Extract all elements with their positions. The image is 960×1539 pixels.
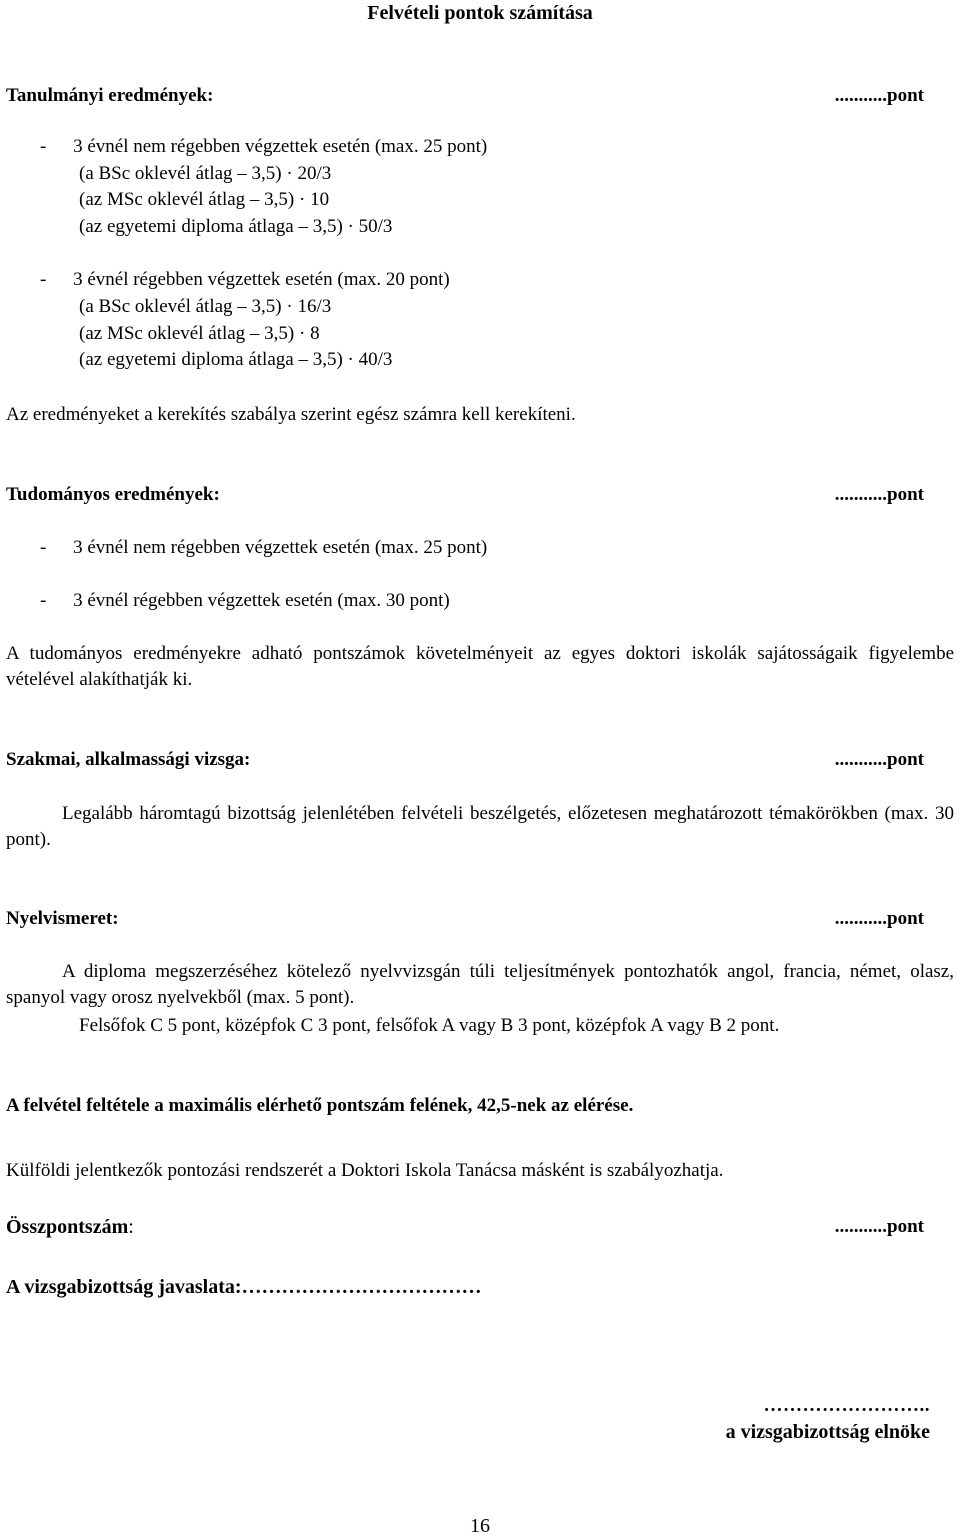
foreign-applicants-note: Külföldi jelentkezők pontozási rendszerét a Doktori Iskola Tanácsa másként is szabályozhatja. bbox=[6, 1160, 724, 1181]
page-number: 16 bbox=[470, 1515, 490, 1537]
total-score-points: ...........pont bbox=[834, 1216, 924, 1237]
professional-exam-heading: Szakmai, alkalmassági vizsga: bbox=[6, 749, 251, 770]
multiply-dot-icon: · bbox=[299, 323, 306, 344]
professional-exam-text: Legalább háromtagú bizottság jelenlétében felvételi beszélgetés, előzetesen meghatározott témakörökben (max. 30 pont). bbox=[6, 803, 954, 850]
scientific-results-heading: Tudományos eredmények: bbox=[6, 484, 220, 505]
formula-line: (az egyetemi diploma átlaga – 3,5) · 50/3 bbox=[79, 216, 393, 237]
committee-proposal: A vizsgabizottság javaslata:……………………………… bbox=[6, 1276, 482, 1298]
formula-line: (az MSc oklevél átlag – 3,5) · 10 bbox=[79, 189, 330, 210]
page-title: Felvételi pontok számítása bbox=[367, 2, 593, 24]
admission-condition: A felvétel feltétele a maximális elérhető pontszám felének, 42,5-nek az elérése. bbox=[6, 1095, 634, 1116]
formula-line: (a BSc oklevél átlag – 3,5) · 16/3 bbox=[79, 296, 332, 317]
professional-exam-points: ...........pont bbox=[834, 749, 924, 770]
academic-results-heading: Tanulmányi eredmények: bbox=[6, 85, 214, 106]
scientific-note: A tudományos eredményekre adható pontszámok követelményeit az egyes doktori iskolák sajátosságaik figyelembe vételével alakíthatják ki. bbox=[6, 643, 954, 690]
total-score-label: Összpontszám: bbox=[6, 1216, 134, 1238]
scientific-item-recent: - 3 évnél nem régebben végzettek esetén (max. 25 pont) bbox=[40, 537, 488, 558]
scientific-results-points: ...........pont bbox=[834, 484, 924, 505]
multiply-dot-icon: · bbox=[347, 349, 354, 370]
multiply-dot-icon: · bbox=[286, 296, 293, 317]
formula-line: (a BSc oklevél átlag – 3,5) · 20/3 bbox=[79, 163, 332, 184]
language-detail: Felsőfok C 5 pont, középfok C 3 pont, felsőfok A vagy B 3 pont, középfok A vagy B 2 pont. bbox=[79, 1015, 780, 1036]
academic-item-recent: - 3 évnél nem régebben végzettek esetén (max. 25 pont) bbox=[40, 136, 488, 157]
signature-line: …………………….. bbox=[763, 1395, 930, 1416]
multiply-dot-icon: · bbox=[347, 216, 354, 237]
formula-line: (az egyetemi diploma átlaga – 3,5) · 40/3 bbox=[79, 349, 393, 370]
academic-item-older: - 3 évnél régebben végzettek esetén (max. 20 pont) bbox=[40, 269, 450, 290]
language-text: A diploma megszerzéséhez kötelező nyelvvizsgán túli teljesítmények pontozhatók angol, francia, német, olasz, spanyol vagy orosz nyelvekből (max. 5 pont). bbox=[6, 961, 954, 1008]
language-points: ...........pont bbox=[834, 908, 924, 929]
academic-results-points: ...........pont bbox=[834, 85, 924, 106]
formula-line: (az MSc oklevél átlag – 3,5) · 8 bbox=[79, 323, 320, 344]
signature-label: a vizsgabizottság elnöke bbox=[725, 1421, 930, 1443]
scientific-item-older: - 3 évnél régebben végzettek esetén (max. 30 pont) bbox=[40, 590, 450, 611]
rounding-note: Az eredményeket a kerekítés szabálya szerint egész számra kell kerekíteni. bbox=[6, 404, 576, 425]
multiply-dot-icon: · bbox=[286, 163, 293, 184]
language-heading: Nyelvismeret: bbox=[6, 908, 119, 929]
multiply-dot-icon: · bbox=[299, 189, 306, 210]
